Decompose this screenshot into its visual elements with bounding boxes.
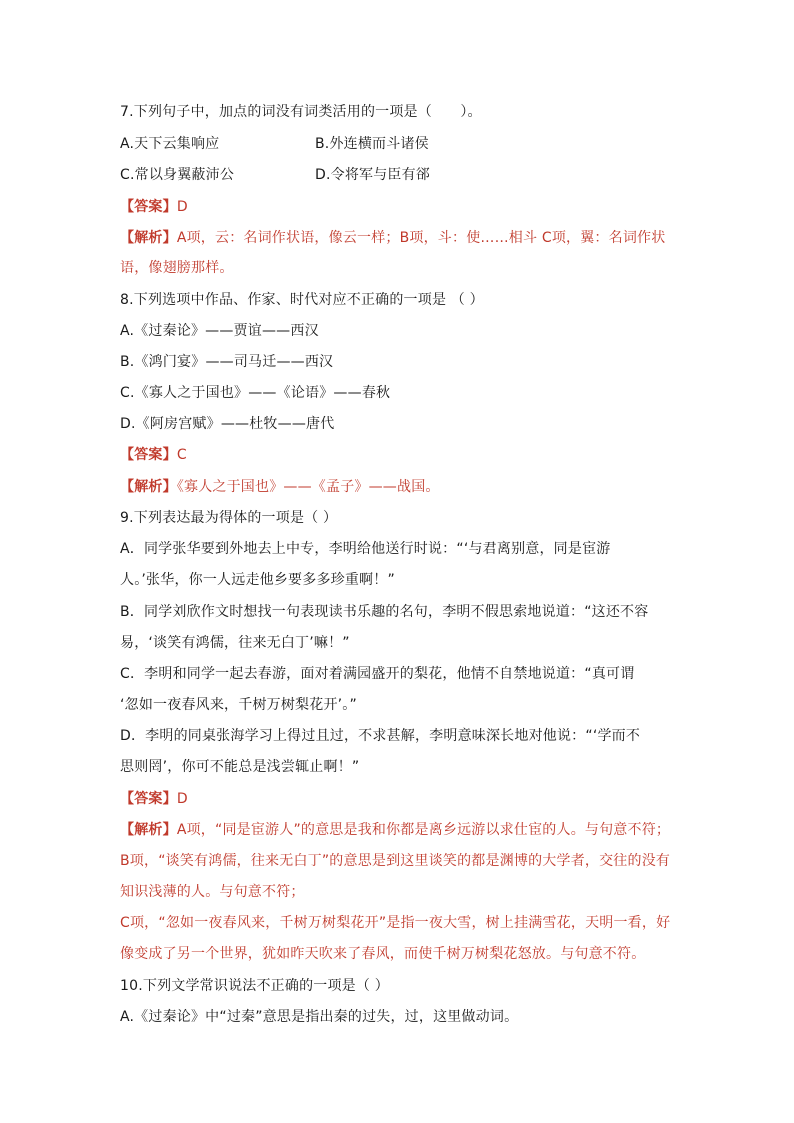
q9-analysis-line-1: 【解析】A项，“同是宦游人”的意思是我和你都是离乡远游以求仕宦的人。与句意不符； xyxy=(120,822,671,838)
q7-options-row-1 xyxy=(120,134,429,154)
q8-option-b: B.《鸿门宴》——司马迁——西汉 xyxy=(120,354,334,370)
q8-option-a: A.《过秦论》——贾谊——西汉 xyxy=(120,323,319,339)
q9-analysis-line-4: C项，“忽如一夜春风来，千树万树梨花开”是指一夜大雪，树上挂满雪花，天明一看，好 xyxy=(120,915,671,931)
q8-answer xyxy=(120,445,187,465)
q9-option-a-line-2: 人。’张华，你一人远走他乡要多多珍重啊！” xyxy=(120,572,395,588)
q9-analysis-line-2: B项，“谈笑有鸿儒，往来无白丁”的意思是到这里谈笑的都是渊博的大学者，交往的没有 xyxy=(120,853,671,869)
q7-stem: 7.下列句子中，加点的词没有词类活用的一项是（ ）。 xyxy=(120,104,482,120)
q7-analysis-line-2: 语，像翅膀那样。 xyxy=(120,260,234,276)
q9-analysis-line-3: 知识浅薄的人。与句意不符； xyxy=(120,884,305,900)
analysis-tag: 【解析】 xyxy=(120,230,177,246)
q7-answer xyxy=(120,197,188,217)
analysis-tag: 【解析】 xyxy=(120,479,177,495)
answer-tag: 【答案】 xyxy=(120,199,177,215)
answer-value: D xyxy=(176,791,188,807)
q7-options-row-2 xyxy=(120,165,431,185)
q9-analysis-line-5: 像变成了另一个世界，犹如昨天吹来了春风，而使千树万树梨花怒放。与句意不符。 xyxy=(120,946,646,962)
q9-option-b-line-1: B．同学刘欣作文时想找一句表现读书乐趣的名句，李明不假思索地说道：“这还不容 xyxy=(120,604,649,620)
q9-option-a-line-1: A．同学张华要到外地去上中专，李明给他送行时说：“‘与君离别意，同是宦游 xyxy=(120,541,611,557)
answer-tag: 【答案】 xyxy=(120,447,177,463)
q9-option-d-line-1: D．李明的同桌张海学习上得过且过，不求甚解，李明意味深长地对他说：“‘学而不 xyxy=(120,728,641,744)
q8-stem: 8.下列选项中作品、作家、时代对应不正确的一项是 （ ） xyxy=(120,292,484,308)
q7-option-c: C.常以身翼蔽沛公 xyxy=(120,167,235,183)
answer-tag: 【答案】 xyxy=(120,791,177,807)
q9-stem: 9.下列表达最为得体的一项是（ ） xyxy=(120,510,338,526)
q8-option-c: C.《寡人之于国也》——《论语》——春秋 xyxy=(120,385,391,401)
q7-option-a: A.天下云集响应 xyxy=(120,136,220,152)
q8-option-d: D.《阿房宫赋》——杜牧——唐代 xyxy=(120,416,335,432)
q8-analysis: 【解析】《寡人之于国也》——《孟子》——战国。 xyxy=(120,479,440,495)
q9-option-d-line-2: 思则罔’，你可不能总是浅尝辄止啊！” xyxy=(120,759,360,775)
q7-option-b: B.外连横而斗诸侯 xyxy=(315,136,429,152)
q9-option-b-line-2: 易，‘谈笑有鸿儒，往来无白丁’嘛！” xyxy=(120,635,350,651)
q7-option-d: D.令将军与臣有郤 xyxy=(315,167,431,183)
q9-answer xyxy=(120,789,188,809)
analysis-tag: 【解析】 xyxy=(120,822,177,838)
q7-analysis-line-1: 【解析】A项，云：名词作状语，像云一样；B项，斗：使……相斗 C项，翼：名词作状 xyxy=(120,230,666,246)
answer-value: C xyxy=(176,447,187,463)
q9-option-c-line-1: C．李明和同学一起去春游，面对着满园盛开的梨花，他情不自禁地说道：“真可谓 xyxy=(120,666,635,682)
q10-stem: 10.下列文学常识说法不正确的一项是（ ） xyxy=(120,978,389,994)
answer-value: D xyxy=(176,199,188,215)
q9-option-c-line-2: ‘忽如一夜春风来，千树万树梨花开’。” xyxy=(120,697,357,713)
q10-option-a: A.《过秦论》中“过秦”意思是指出秦的过失，过，这里做动词。 xyxy=(120,1009,519,1025)
